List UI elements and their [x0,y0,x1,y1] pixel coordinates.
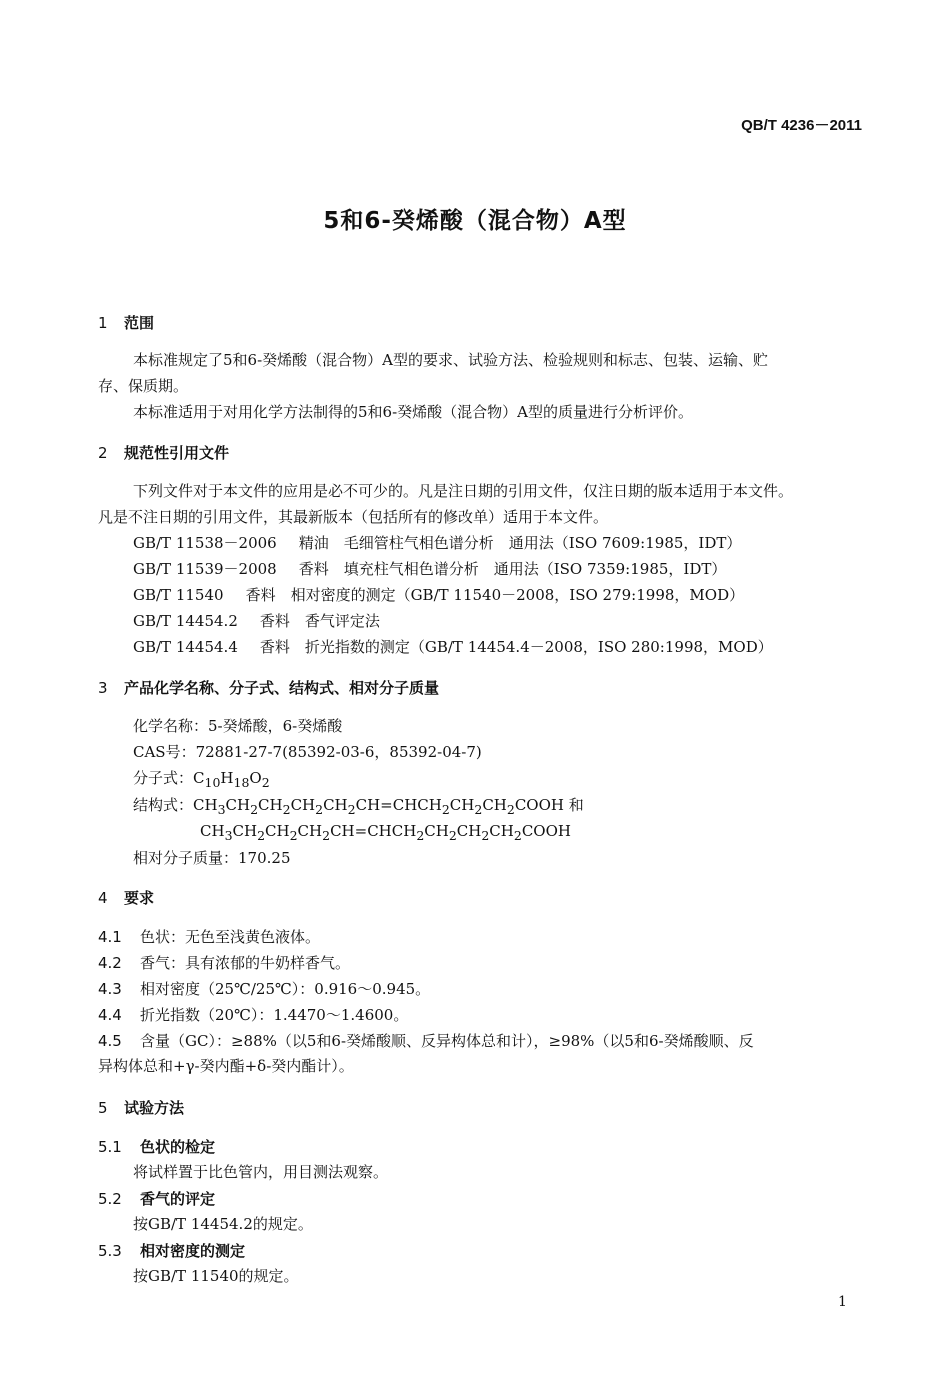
item-number: 4.4 [98,1006,122,1024]
section-title: 范围 [124,314,155,332]
section-2-heading [98,442,229,463]
requirement-item [98,926,320,947]
subsection-title: 相对密度的测定 [140,1242,246,1260]
reference-code: GB/T 11538－2006 [133,534,277,552]
item-number: 4.1 [98,928,122,946]
subsection-heading [98,1240,245,1261]
item-text: 含量（GC）：≥88%（以5和6-癸烯酸顺、反异构体总和计），≥98%（以5和6-癸烯酸顺、反 [140,1032,754,1050]
reference-code: GB/T 14454.2 [133,612,238,630]
reference-desc: 香料 折光指数的测定（GB/T 14454.4－2008，ISO 280:1998，MOD） [259,638,773,656]
paragraph-line: 异构体总和+γ-癸内酯+δ-癸内酯计）。 [98,1057,354,1075]
section-1-heading [98,312,154,333]
paragraph-line: 本标准适用于对用化学方法制得的5和6-癸烯酸（混合物）A型的质量进行分析评价。 [133,403,693,421]
paragraph-line: 下列文件对于本文件的应用是必不可少的。凡是注日期的引用文件，仅注日期的版本适用于本文件。 [133,482,794,500]
subsection-number: 5.3 [98,1242,122,1260]
page-number: 1 [838,1294,847,1310]
reference-item [133,559,726,579]
subsection-title: 香气的评定 [140,1190,216,1208]
requirement-item [98,1030,754,1051]
reference-item [133,585,744,605]
reference-desc: 香料 填充柱气相色谱分析 通用法（ISO 7359:1985，IDT） [298,560,727,578]
subsection-heading [98,1188,215,1209]
structural-formula: 结构式：$CH_3CH_2CH_2CH_2CH_2CH=CHCH_2CH_2CH_2COOH$ 和 [133,796,584,817]
reference-item [133,533,741,553]
subsection-text: 按GB/T 11540的规定。 [133,1267,299,1285]
formula-subscript: 2 [261,775,270,790]
paragraph-line: 本标准规定了5和6-癸烯酸（混合物）A型的要求、试验方法、检验规则和标志、包装、运输、贮 [133,351,768,369]
subsection-title: 色状的检定 [140,1138,216,1156]
item-text: 色状：无色至浅黄色液体。 [140,928,321,946]
section-title: 试验方法 [124,1099,185,1117]
molecular-mass: 相对分子质量：170.25 [133,849,291,867]
reference-desc: 香料 香气评定法 [259,612,380,630]
formula-element: C [193,769,205,787]
section-title: 要求 [124,889,155,907]
section-number: 1 [98,314,108,332]
item-text: 相对密度（25℃/25℃）：0.916～0.945。 [140,980,431,998]
item-text: 香气：具有浓郁的牛奶样香气。 [140,954,351,972]
document-title: 5和6-癸烯酸（混合物）A型 [323,208,627,234]
reference-desc: 精油 毛细管柱气相色谱分析 通用法（ISO 7609:1985，IDT） [298,534,742,552]
section-number: 5 [98,1099,108,1117]
item-text: 折光指数（20℃）：1.4470～1.4600。 [140,1006,409,1024]
formula-subscript: 10 [204,775,221,790]
reference-code: GB/T 11540 [133,586,224,604]
paragraph-line: 凡是不注日期的引用文件，其最新版本（包括所有的修改单）适用于本文件。 [98,508,609,526]
formula-subscript: 18 [233,775,250,790]
item-number: 4.2 [98,954,122,972]
chemical-name: 化学名称：5-癸烯酸，6-癸烯酸 [133,717,343,735]
section-3-heading [98,677,439,698]
formula-label: 分子式： [133,769,194,787]
requirement-item [98,978,430,999]
subsection-number: 5.1 [98,1138,122,1156]
section-number: 2 [98,444,108,462]
molecular-formula [133,768,270,793]
reference-item [133,637,773,657]
reference-item [133,611,380,631]
section-number: 4 [98,889,108,907]
item-number: 4.5 [98,1032,122,1050]
structural-formula-2: $CH_3CH_2CH_2CH_2CH=CHCH_2CH_2CH_2CH_2COOH$ [200,822,571,843]
formula-element: H [220,769,234,787]
paragraph-line: 存、保质期。 [98,377,189,395]
reference-code: GB/T 14454.4 [133,638,238,656]
requirement-item [98,952,350,973]
item-number: 4.3 [98,980,122,998]
cas-number: CAS号：72881-27-7(85392-03-6，85392-04-7) [133,743,482,761]
section-title: 规范性引用文件 [124,444,230,462]
subsection-text: 按GB/T 14454.2的规定。 [133,1215,313,1233]
reference-desc: 香料 相对密度的测定（GB/T 11540－2008，ISO 279:1998，MOD） [245,586,745,604]
formula-element: O [249,769,262,787]
reference-code: GB/T 11539－2008 [133,560,277,578]
requirement-item [98,1004,408,1025]
subsection-heading [98,1136,215,1157]
subsection-text: 将试样置于比色管内，用目测法观察。 [133,1163,389,1181]
section-5-heading [98,1097,184,1118]
struct-connector: 和 [568,796,584,814]
subsection-number: 5.2 [98,1190,122,1208]
section-title: 产品化学名称、分子式、结构式、相对分子质量 [124,679,440,697]
struct-label: 结构式： [133,796,194,814]
section-number: 3 [98,679,108,697]
section-4-heading [98,887,154,908]
document-code: QB/T 4236－2011 [741,117,862,134]
